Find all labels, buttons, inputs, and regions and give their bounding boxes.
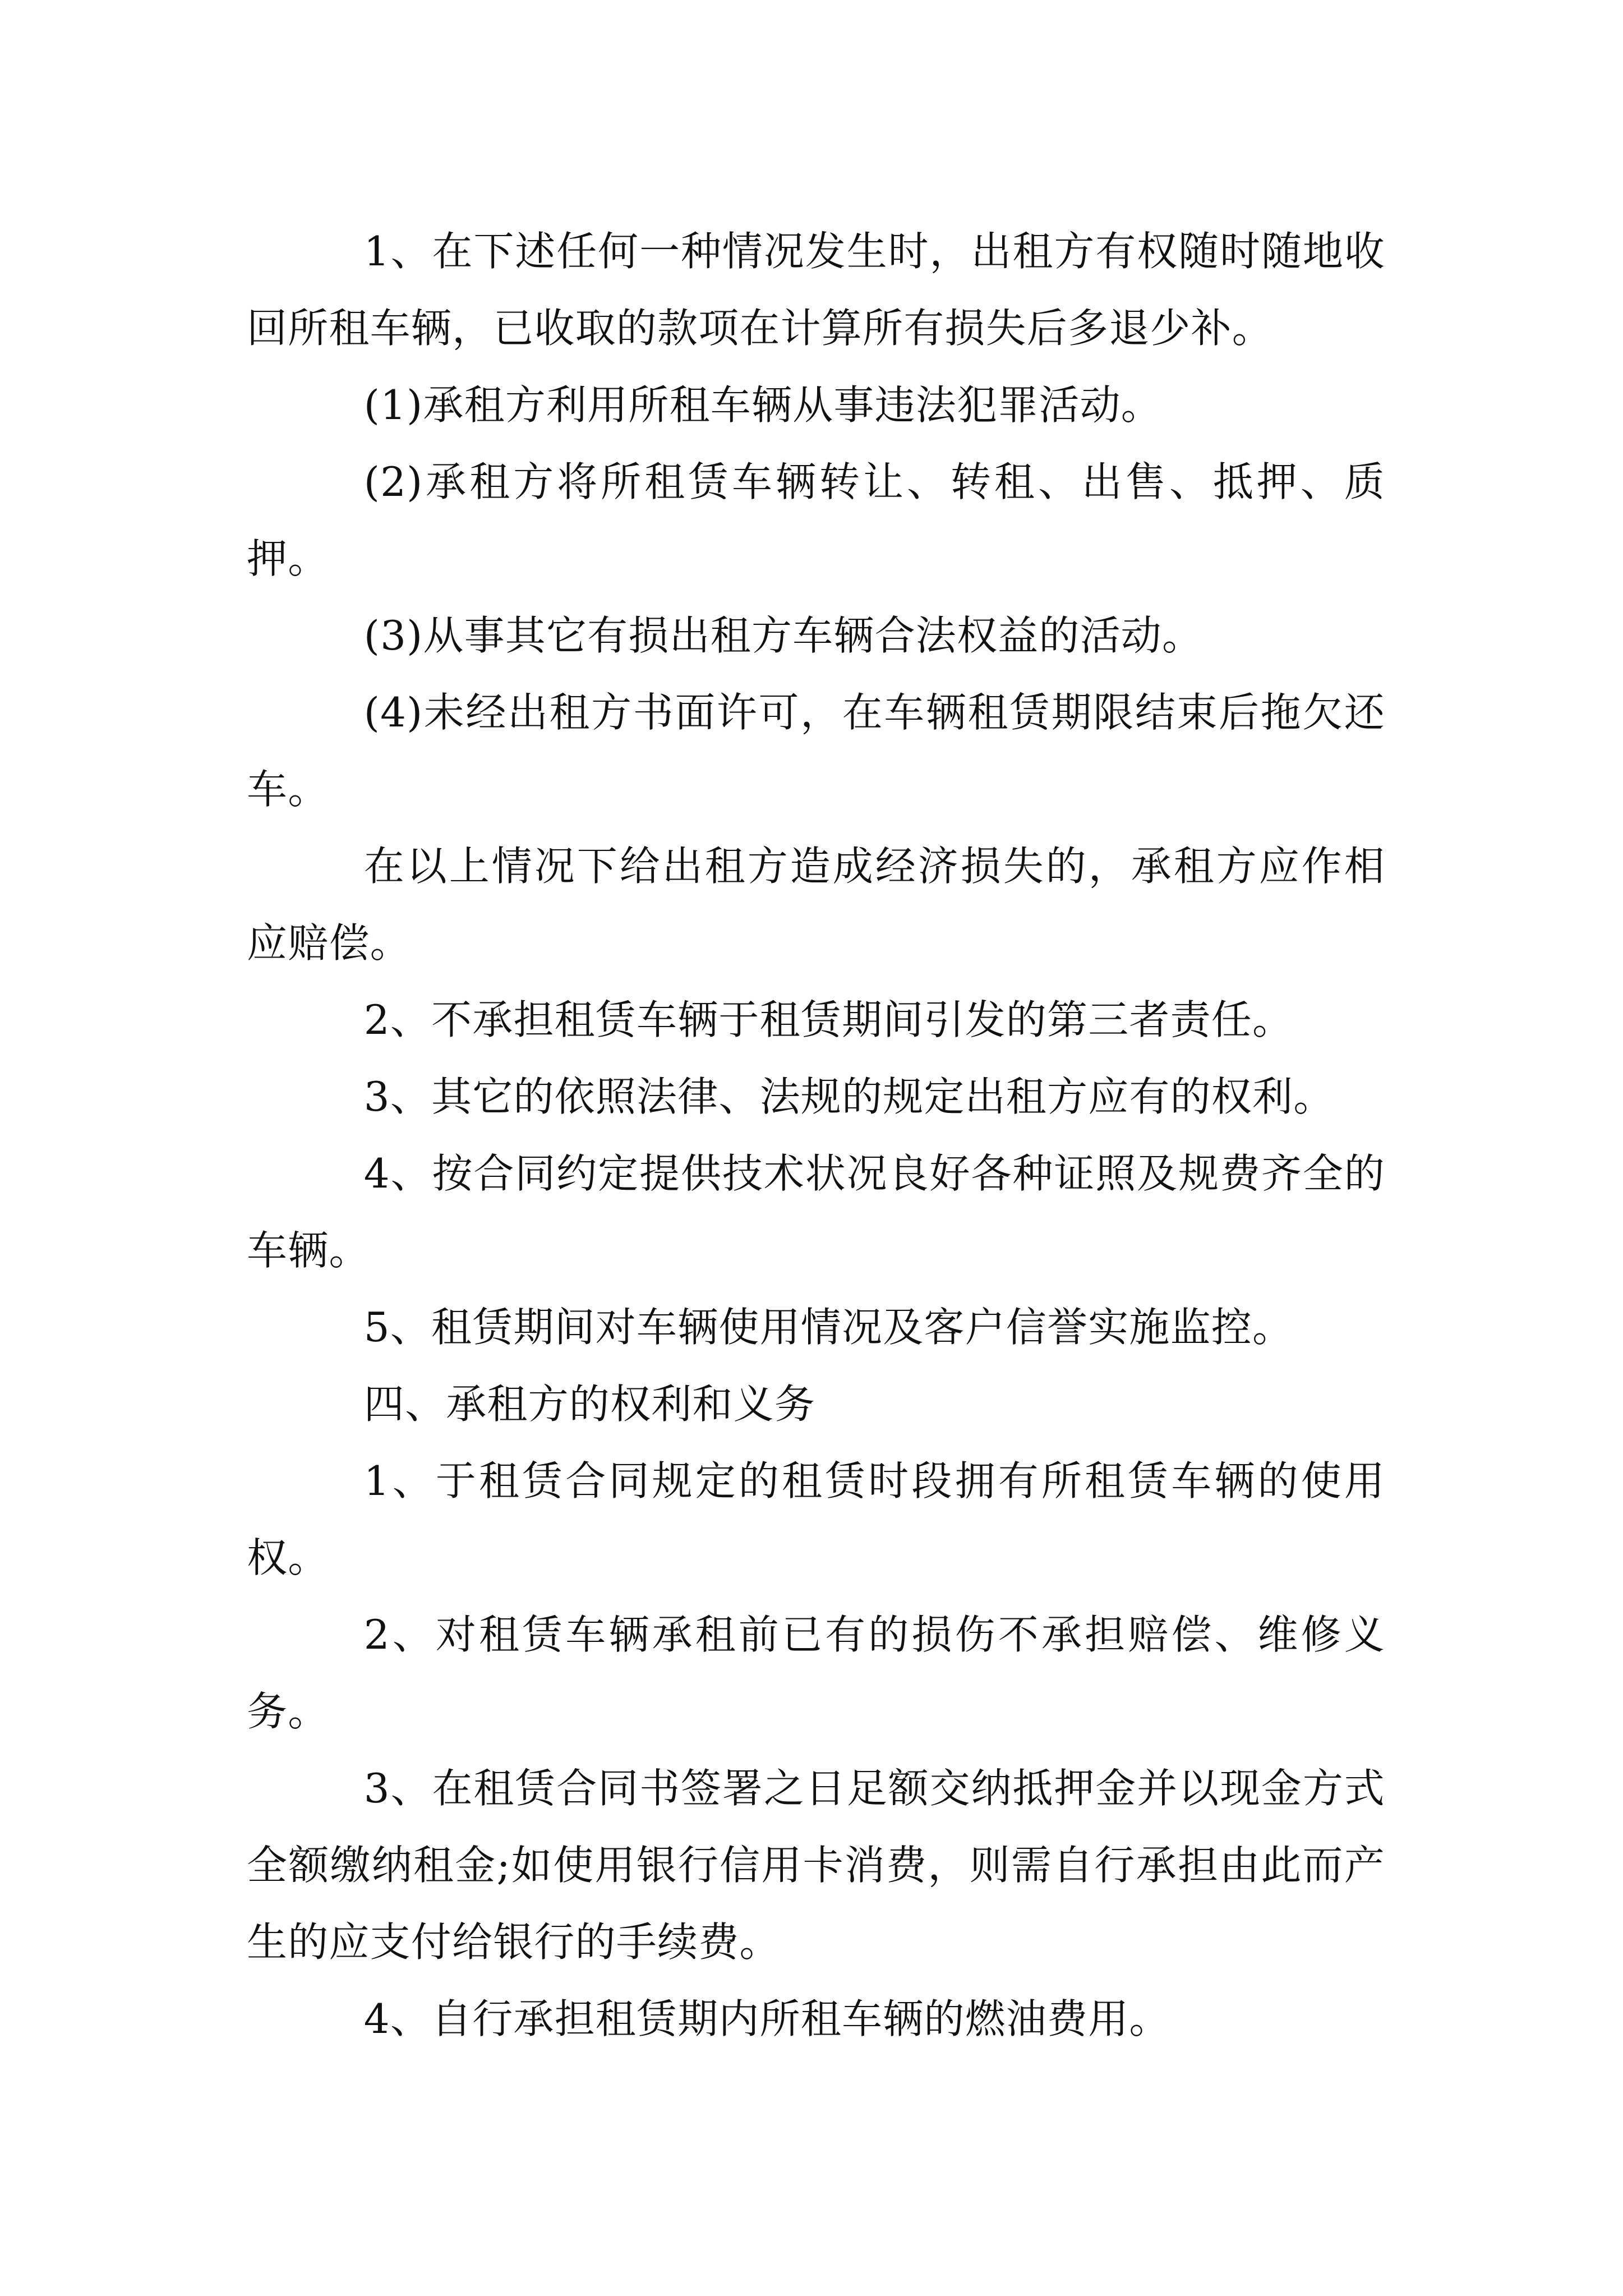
- paragraph-prior-damage: 2、对租赁车辆承租前已有的损伤不承担赔偿、维修义务。: [247, 1611, 1385, 1735]
- paragraph-other-rights: 3、其它的依照法律、法规的规定出租方应有的权利。: [363, 1073, 1335, 1120]
- paragraph-third-party-liability: 2、不承担租赁车辆于租赁期间引发的第三者责任。: [363, 996, 1294, 1043]
- paragraph-item-3-harm-rights: (3)从事其它有损出租方车辆合法权益的活动。: [363, 612, 1204, 659]
- document-body: [247, 213, 1385, 2058]
- paragraph-item-2-transfer: (2)承租方将所租赁车辆转让、转租、出售、抵押、质押。: [247, 458, 1385, 582]
- section-heading-lessee-rights: 四、承租方的权利和义务: [363, 1381, 815, 1428]
- paragraph-provide-vehicle: 4、按合同约定提供技术状况良好各种证照及规费齐全的车辆。: [247, 1150, 1385, 1274]
- paragraph-usage-right: 1、于租赁合同规定的租赁时段拥有所租赁车辆的使用权。: [247, 1457, 1385, 1581]
- paragraph-monitoring: 5、租赁期间对车辆使用情况及客户信誉实施监控。: [363, 1304, 1294, 1351]
- paragraph-deposit-payment: 3、在租赁合同书签署之日足额交纳抵押金并以现金方式全额缴纳租金;如使用银行信用卡消费，则需自行承担由此而产生的应支付给银行的手续费。: [247, 1765, 1385, 1966]
- paragraph-item-4-late-return: (4)未经出租方书面许可，在车辆租赁期限结束后拖欠还车。: [247, 689, 1385, 813]
- paragraph-compensation: 在以上情况下给出租方造成经济损失的，承租方应作相应赔偿。: [247, 843, 1385, 967]
- paragraph-lessor-right-recall: 1、在下述任何一种情况发生时，出租方有权随时随地收回所租车辆，已收取的款项在计算所有损失后多退少补。: [247, 228, 1385, 352]
- paragraph-item-1-illegal-use: (1)承租方利用所租车辆从事违法犯罪活动。: [363, 381, 1162, 429]
- paragraph-fuel-costs: 4、自行承担租赁期内所租车辆的燃油费用。: [363, 1995, 1170, 2042]
